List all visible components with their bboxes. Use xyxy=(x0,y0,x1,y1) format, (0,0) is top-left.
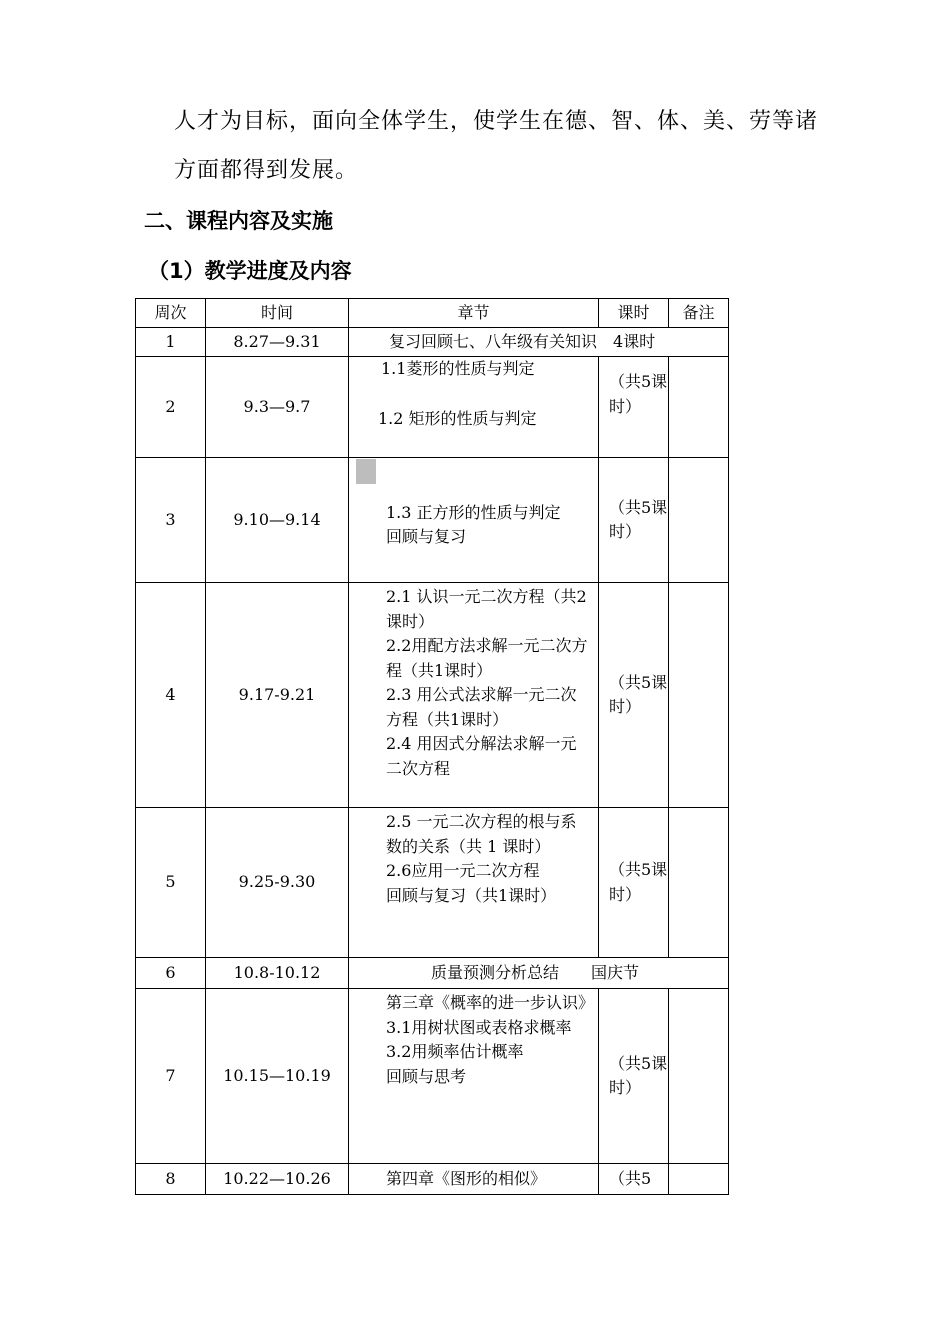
subsection-heading: （1）教学进度及内容 xyxy=(148,259,352,283)
chapter-line: 3.1用树状图或表格求概率 xyxy=(386,1017,572,1037)
chapter-line: 第四章《图形的相似》 xyxy=(386,1168,547,1188)
week-cell: 7 xyxy=(136,989,206,1164)
table-row xyxy=(136,583,729,808)
chapter-line: 2.5 一元二次方程的根与系数的关系（共 1 课时） xyxy=(386,812,577,856)
schedule-table xyxy=(135,298,729,1195)
table-row xyxy=(136,328,729,357)
header-note: 备注 xyxy=(669,299,729,328)
hours-cell: （共5课时） xyxy=(599,583,669,808)
merged-content-cell: 质量预测分析总结 国庆节 xyxy=(349,958,729,989)
chapter-line: 1.2 矩形的性质与判定 xyxy=(378,408,537,428)
table-row xyxy=(136,1164,729,1195)
week-cell: 5 xyxy=(136,808,206,958)
hours-cell: （共5课时） xyxy=(599,458,669,583)
chapter-cell xyxy=(349,583,599,808)
chapter-cell xyxy=(349,458,599,583)
chapter-line: 回顾与复习 xyxy=(386,527,467,546)
intro-line-2: 方面都得到发展。 xyxy=(174,158,359,183)
header-time: 时间 xyxy=(206,299,349,328)
note-cell xyxy=(669,583,729,808)
table-row xyxy=(136,357,729,458)
table-row xyxy=(136,989,729,1164)
table-row xyxy=(136,808,729,958)
week-cell: 1 xyxy=(136,328,206,357)
table-row xyxy=(136,458,729,583)
note-cell xyxy=(669,1164,729,1195)
chapter-cell xyxy=(349,989,599,1164)
chapter-line: 1.3 正方形的性质与判定 xyxy=(386,502,561,522)
chapter-cell xyxy=(349,357,599,458)
note-cell xyxy=(669,458,729,583)
chapter-line: 回顾与思考 xyxy=(386,1066,467,1086)
note-cell xyxy=(669,808,729,958)
intro-line-1: 人才为目标，面向全体学生，使学生在德、智、体、美、劳等诸 xyxy=(174,109,819,134)
time-cell: 10.15—10.19 xyxy=(206,989,349,1164)
table-row xyxy=(136,958,729,989)
chapter-line: 2.3 用公式法求解一元二次方程（共1课时） xyxy=(386,685,577,729)
chapter-line: 3.2用频率估计概率 xyxy=(386,1042,524,1061)
gray-marker xyxy=(356,459,376,484)
hours-cell: （共5课时） xyxy=(599,357,669,458)
week-cell: 3 xyxy=(136,458,206,583)
chapter-line: 2.1 认识一元二次方程（共2课时） xyxy=(386,587,587,631)
chapter-line: 回顾与复习（共1课时） xyxy=(386,885,557,905)
time-cell: 9.3—9.7 xyxy=(206,357,349,458)
section-heading: 二、课程内容及实施 xyxy=(144,209,333,233)
time-cell: 9.17-9.21 xyxy=(206,583,349,808)
time-cell: 10.22—10.26 xyxy=(206,1164,349,1195)
hours-cell: （共5课时） xyxy=(599,808,669,958)
hours-cell: （共5 xyxy=(599,1164,669,1195)
hours-cell: （共5课时） xyxy=(599,989,669,1164)
chapter-line: 2.2用配方法求解一元二次方程（共1课时） xyxy=(386,636,588,680)
chapter-cell xyxy=(349,808,599,958)
week-cell: 2 xyxy=(136,357,206,458)
week-cell: 4 xyxy=(136,583,206,808)
chapter-line: 2.4 用因式分解法求解一元二次方程 xyxy=(386,734,577,778)
time-cell: 8.27—9.31 xyxy=(206,328,349,357)
chapter-line: 2.6应用一元二次方程 xyxy=(386,861,540,880)
header-week: 周次 xyxy=(136,299,206,328)
week-cell: 8 xyxy=(136,1164,206,1195)
note-cell xyxy=(669,989,729,1164)
chapter-line: 第三章《概率的进一步认识》 xyxy=(386,993,595,1012)
chapter-cell xyxy=(349,1164,599,1195)
time-cell: 9.25-9.30 xyxy=(206,808,349,958)
chapter-line: 1.1菱形的性质与判定 xyxy=(381,359,535,378)
merged-content-cell: 复习回顾七、八年级有关知识 4课时 xyxy=(349,328,729,357)
table-header-row xyxy=(136,299,729,328)
time-cell: 10.8-10.12 xyxy=(206,958,349,989)
header-chapter: 章节 xyxy=(349,299,599,328)
header-hours: 课时 xyxy=(599,299,669,328)
note-cell xyxy=(669,357,729,458)
week-cell: 6 xyxy=(136,958,206,989)
time-cell: 9.10—9.14 xyxy=(206,458,349,583)
